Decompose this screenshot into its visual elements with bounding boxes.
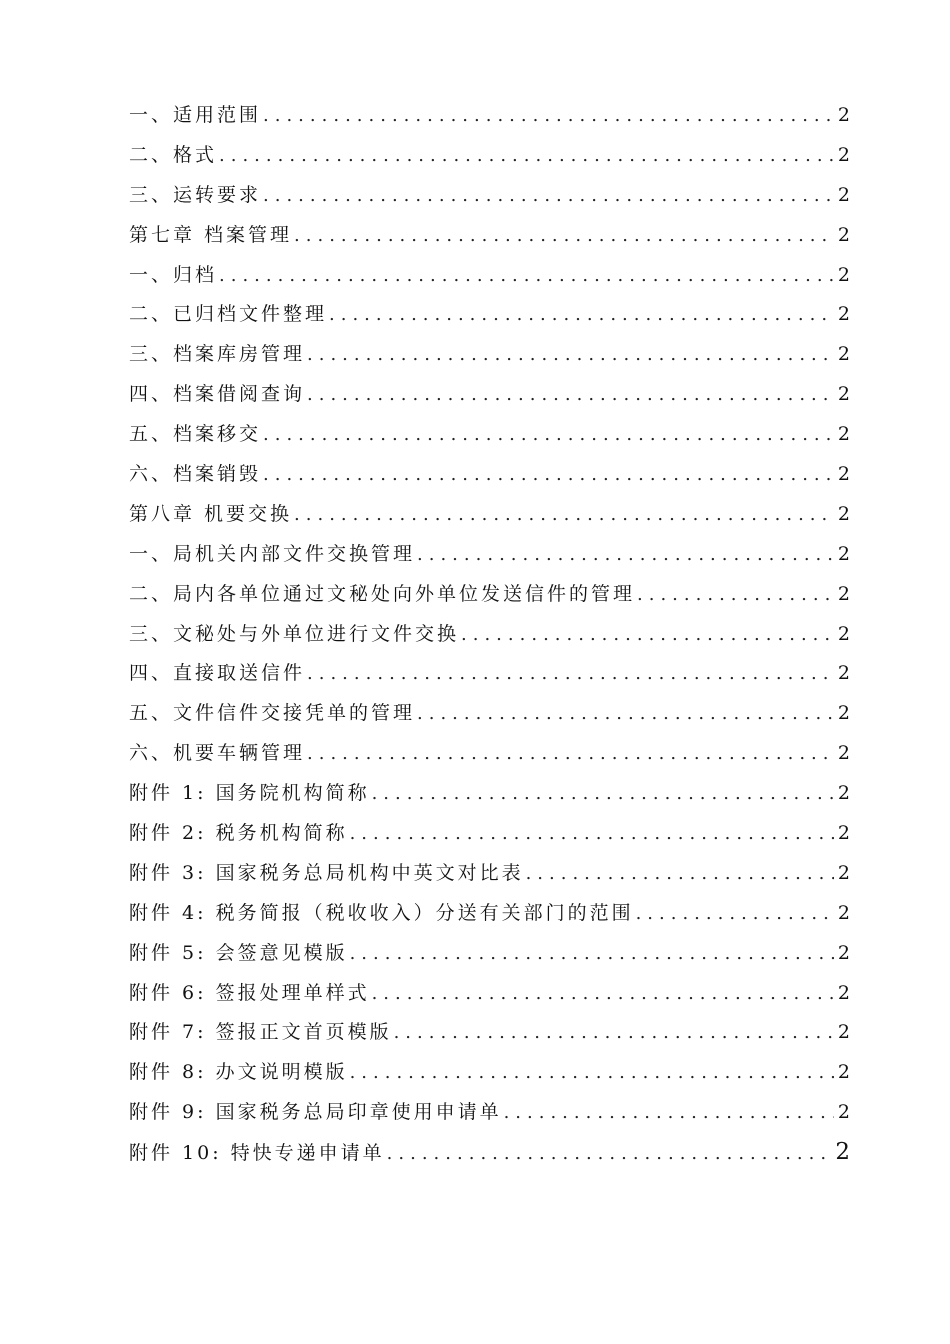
toc-entry[interactable] bbox=[129, 934, 850, 974]
toc-page-number: 2 bbox=[837, 1061, 850, 1084]
toc-entry-title: 附件 4: 税务简报（税收收入）分送有关部门的范围 bbox=[129, 901, 634, 924]
toc-page-number: 2 bbox=[837, 861, 850, 884]
toc-entry[interactable] bbox=[129, 256, 850, 296]
toc-entry[interactable] bbox=[129, 854, 850, 894]
toc-dot-leader bbox=[637, 575, 834, 615]
toc-entry-title: 三、文秘处与外单位进行文件交换 bbox=[129, 622, 460, 645]
toc-dot-leader bbox=[372, 974, 834, 1014]
toc-entry[interactable] bbox=[129, 1093, 850, 1133]
toc-entry[interactable] bbox=[129, 136, 850, 176]
toc-dot-leader bbox=[350, 1053, 834, 1093]
toc-page-number: 2 bbox=[837, 463, 850, 486]
toc-dot-leader bbox=[636, 894, 834, 934]
toc-page-number: 2 bbox=[837, 742, 850, 765]
toc-entry[interactable] bbox=[129, 495, 850, 535]
toc-dot-leader bbox=[387, 1134, 832, 1173]
toc-page-number: 2 bbox=[837, 901, 850, 924]
toc-page-number: 2 bbox=[837, 143, 850, 166]
toc-entry-title: 附件 2: 税务机构简称 bbox=[129, 822, 348, 845]
toc-entry[interactable] bbox=[129, 1053, 850, 1093]
toc-entry[interactable] bbox=[129, 96, 850, 136]
toc-dot-leader bbox=[263, 176, 834, 216]
toc-dot-leader bbox=[307, 375, 834, 415]
table-of-contents bbox=[129, 96, 850, 1173]
toc-page-number: 2 bbox=[837, 822, 850, 845]
toc-entry-title: 第七章 档案管理 bbox=[129, 223, 293, 246]
toc-entry[interactable] bbox=[129, 415, 850, 455]
toc-entry-title: 六、机要车辆管理 bbox=[129, 742, 306, 765]
toc-entry[interactable] bbox=[129, 535, 850, 575]
toc-page-number: 2 bbox=[837, 104, 850, 126]
toc-dot-leader bbox=[294, 495, 834, 535]
toc-entry-title: 附件 8: 办文说明模版 bbox=[129, 1061, 348, 1084]
toc-entry-title: 附件 9: 国家税务总局印章使用申请单 bbox=[129, 1101, 502, 1124]
toc-entry[interactable] bbox=[129, 1013, 850, 1053]
toc-entry-title: 三、运转要求 bbox=[129, 183, 262, 206]
toc-dot-leader bbox=[417, 535, 834, 575]
toc-entry[interactable] bbox=[129, 894, 850, 934]
toc-entry[interactable] bbox=[129, 774, 850, 814]
toc-page-number: 2 bbox=[837, 542, 850, 565]
toc-page-number: 2 bbox=[837, 223, 850, 246]
toc-entry-title: 五、档案移交 bbox=[129, 423, 262, 446]
toc-entry-title: 第八章 机要交换 bbox=[129, 502, 293, 525]
toc-dot-leader bbox=[329, 295, 834, 335]
toc-entry[interactable] bbox=[129, 375, 850, 415]
toc-entry[interactable] bbox=[129, 814, 850, 854]
toc-entry[interactable] bbox=[129, 295, 850, 335]
toc-page-number: 2 bbox=[837, 1021, 850, 1044]
toc-dot-leader bbox=[263, 96, 834, 136]
toc-page-number: 2 bbox=[837, 582, 850, 605]
toc-entry[interactable] bbox=[129, 615, 850, 655]
toc-dot-leader bbox=[219, 256, 834, 296]
toc-page-number: 2 bbox=[837, 782, 850, 805]
toc-dot-leader bbox=[394, 1013, 834, 1053]
toc-page-number: 2 bbox=[837, 343, 850, 366]
toc-entry-title: 六、档案销毁 bbox=[129, 463, 262, 486]
toc-page-number: 2 bbox=[835, 1139, 850, 1166]
toc-page-number: 2 bbox=[837, 622, 850, 645]
toc-entry[interactable] bbox=[129, 734, 850, 774]
toc-page-number: 2 bbox=[837, 981, 850, 1004]
toc-entry-title: 四、档案借阅查询 bbox=[129, 383, 306, 406]
toc-page-number: 2 bbox=[837, 662, 850, 685]
toc-dot-leader bbox=[461, 615, 834, 655]
toc-dot-leader bbox=[372, 774, 834, 814]
toc-entry-title: 二、已归档文件整理 bbox=[129, 303, 328, 326]
toc-page-number: 2 bbox=[837, 702, 850, 725]
toc-dot-leader bbox=[307, 734, 834, 774]
toc-page-number: 2 bbox=[837, 303, 850, 326]
toc-dot-leader bbox=[526, 854, 834, 894]
toc-entry-title: 附件 6: 签报处理单样式 bbox=[129, 981, 370, 1004]
toc-entry-title: 附件 5: 会签意见模版 bbox=[129, 941, 348, 964]
toc-dot-leader bbox=[504, 1093, 834, 1133]
toc-entry-title: 二、格式 bbox=[129, 143, 218, 166]
toc-dot-leader bbox=[350, 814, 834, 854]
toc-dot-leader bbox=[307, 654, 834, 694]
toc-dot-leader bbox=[219, 136, 834, 176]
toc-page-number: 2 bbox=[837, 383, 850, 406]
toc-entry-title: 一、适用范围 bbox=[129, 104, 262, 126]
toc-entry[interactable] bbox=[129, 575, 850, 615]
toc-entry-title: 四、直接取送信件 bbox=[129, 662, 306, 685]
toc-dot-leader bbox=[307, 335, 834, 375]
toc-entry-title: 一、局机关内部文件交换管理 bbox=[129, 542, 416, 565]
toc-dot-leader bbox=[417, 694, 834, 734]
toc-page-number: 2 bbox=[837, 423, 850, 446]
toc-entry-title: 附件 1: 国务院机构简称 bbox=[129, 782, 370, 805]
toc-dot-leader bbox=[294, 216, 834, 256]
toc-entry[interactable] bbox=[129, 694, 850, 734]
toc-entry-title: 二、局内各单位通过文秘处向外单位发送信件的管理 bbox=[129, 582, 636, 605]
toc-entry[interactable] bbox=[129, 1133, 850, 1173]
toc-entry[interactable] bbox=[129, 216, 850, 256]
toc-page-number: 2 bbox=[837, 263, 850, 286]
toc-entry-title: 五、文件信件交接凭单的管理 bbox=[129, 702, 416, 725]
toc-dot-leader bbox=[263, 455, 834, 495]
toc-entry[interactable] bbox=[129, 176, 850, 216]
toc-dot-leader bbox=[263, 415, 834, 455]
toc-entry[interactable] bbox=[129, 974, 850, 1014]
toc-entry[interactable] bbox=[129, 335, 850, 375]
toc-entry-title: 附件 7: 签报正文首页模版 bbox=[129, 1021, 392, 1044]
toc-entry[interactable] bbox=[129, 654, 850, 694]
toc-page-number: 2 bbox=[837, 502, 850, 525]
toc-page-number: 2 bbox=[837, 183, 850, 206]
toc-dot-leader bbox=[350, 934, 834, 974]
toc-entry-title: 三、档案库房管理 bbox=[129, 343, 306, 366]
toc-entry-title: 附件 3: 国家税务总局机构中英文对比表 bbox=[129, 861, 524, 884]
toc-page-number: 2 bbox=[837, 941, 850, 964]
toc-entry-title: 一、归档 bbox=[129, 263, 218, 286]
toc-page-number: 2 bbox=[837, 1101, 850, 1124]
toc-entry-title: 附件 10: 特快专递申请单 bbox=[129, 1142, 385, 1165]
toc-entry[interactable] bbox=[129, 455, 850, 495]
